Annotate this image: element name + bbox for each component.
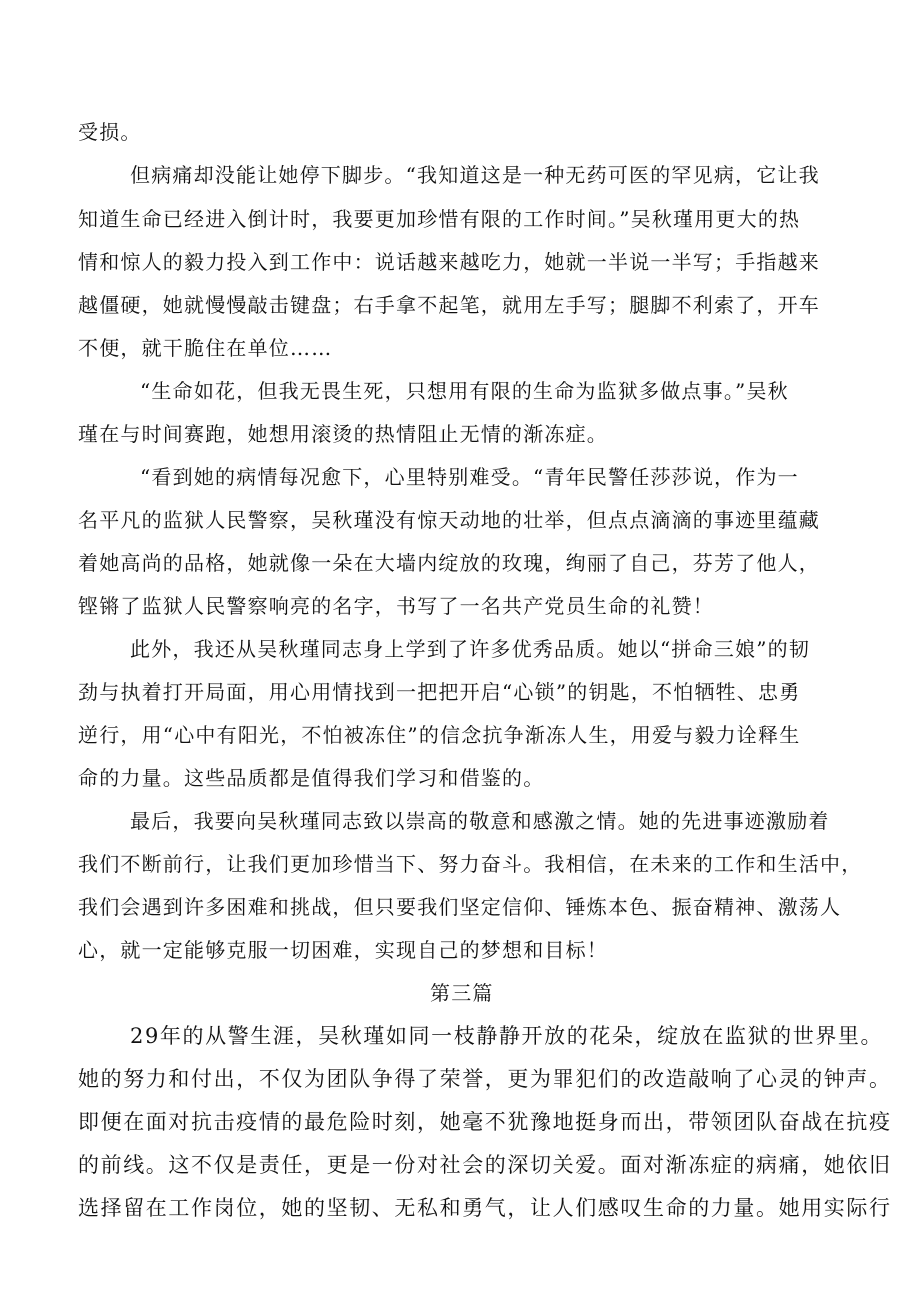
text-line: 瑾在与时间赛跑，她想用滚烫的热情阻止无情的渐冻症。 — [78, 422, 608, 446]
text-line: 名平凡的监狱人民警察，吴秋瑾没有惊天动地的壮举，但点点滴滴的事迹里蕴藏 — [78, 508, 820, 532]
text-line: 但病痛却没能让她停下脚步。“我知道这是一种无药可医的罕见病，它让我 — [130, 163, 820, 187]
text-line: 心，就一定能够克服一切困难，实现自己的梦想和目标！ — [78, 938, 608, 962]
text-line: 受损。 — [78, 120, 142, 144]
section-heading: 第三篇 — [430, 981, 494, 1005]
text-line: 命的力量。这些品质都是值得我们学习和借鉴的。 — [78, 766, 545, 790]
text-line: 越僵硬，她就慢慢敲击键盘；右手拿不起笔，就用左手写；腿脚不利索了，开车 — [78, 293, 820, 317]
text-line: 29年的从警生涯，吴秋瑾如同一枝静静开放的花朵，绽放在监狱的世界里。 — [130, 1024, 884, 1048]
text-line: 此外，我还从吴秋瑾同志身上学到了许多优秀品质。她以“拼命三娘”的韧 — [130, 637, 811, 661]
text-line: “看到她的病情每况愈下，心里特别难受。“青年民警任莎莎说，作为一 — [140, 465, 799, 489]
text-line: 我们会遇到许多困难和挑战，但只要我们坚定信仰、锤炼本色、振奋精神、激荡人 — [78, 895, 842, 919]
text-line: 她的努力和付出，不仅为团队争得了荣誉，更为罪犯们的改造敲响了心灵的钟声。 — [78, 1067, 892, 1091]
text-line: 劲与执着打开局面，用心用情找到一把把开启“心锁”的钥匙，不怕牺牲、忠勇 — [78, 680, 801, 704]
text-line: 知道生命已经进入倒计时，我要更加珍惜有限的工作时间。”吴秋瑾用更大的热 — [78, 207, 801, 231]
text-line: 情和惊人的毅力投入到工作中：说话越来越吃力，她就一半说一半写；手指越来 — [78, 250, 820, 274]
text-line: 即便在面对抗击疫情的最危险时刻，她毫不犹豫地挺身而出，带领团队奋战在抗疫 — [78, 1110, 892, 1134]
text-line: 着她高尚的品格，她就像一朵在大墙内绽放的玫瑰，绚丽了自己，芬芳了他人， — [78, 551, 820, 575]
text-line: 不便，就干脆住在单位…… — [78, 336, 333, 360]
text-line: 选择留在工作岗位，她的坚韧、无私和勇气，让人们感叹生命的力量。她用实际行 — [78, 1196, 892, 1220]
text-line: 逆行，用“心中有阳光，不怕被冻住”的信念抗争渐冻人生，用爱与毅力诠释生 — [78, 723, 801, 747]
text-line: 最后，我要向吴秋瑾同志致以崇高的敬意和感激之情。她的先进事迹激励着 — [130, 809, 830, 833]
text-line: 铿锵了监狱人民警察响亮的名字，书写了一名共产党员生命的礼赞！ — [78, 594, 714, 618]
text-line: 的前线。这不仅是责任，更是一份对社会的深切关爱。面对渐冻症的病痛，她依旧 — [78, 1153, 892, 1177]
text-line: “生命如花，但我无畏生死，只想用有限的生命为监狱多做点事。”吴秋 — [140, 379, 789, 403]
text-line: 我们不断前行，让我们更加珍惜当下、努力奋斗。我相信，在未来的工作和生活中， — [78, 852, 863, 876]
